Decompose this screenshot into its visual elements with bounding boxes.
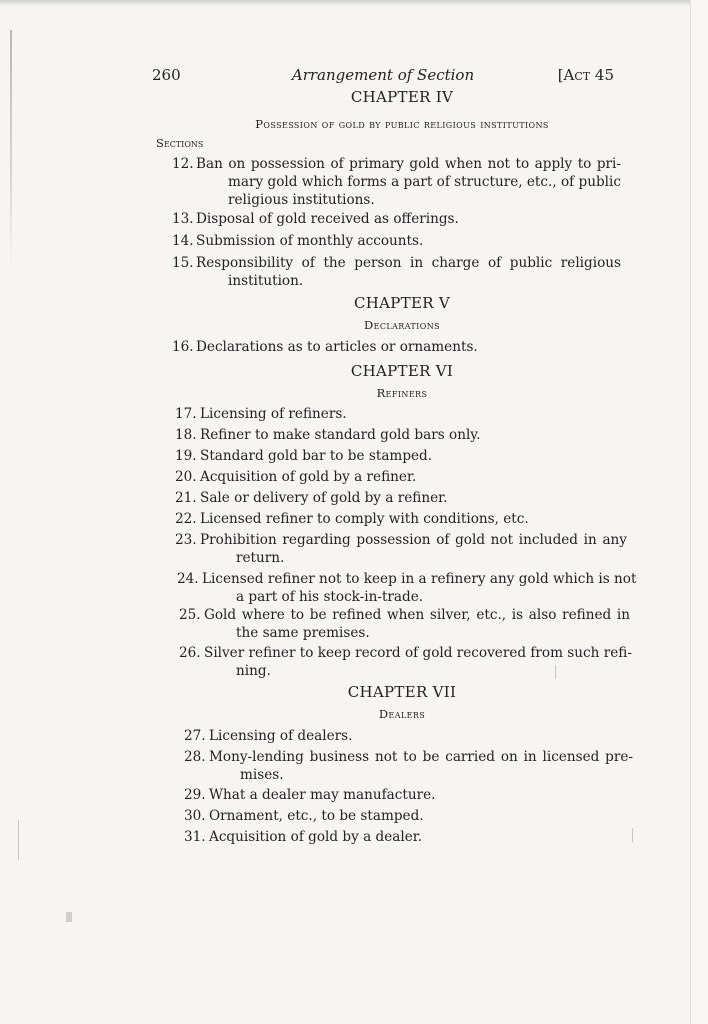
section-number: 12. [172, 156, 194, 172]
chapter-subheading: Possession of gold by public religious institutions [255, 117, 549, 131]
act-reference: [Act 45 [557, 66, 614, 84]
scan-mark [632, 828, 633, 842]
section-number: 16. [172, 339, 194, 355]
section-title-line: Mony-lending business not to be carried on in licensed pre- [209, 749, 633, 765]
running-title: Arrangement of Section [291, 66, 475, 84]
section-title-line: Ornament, etc., to be stamped. [209, 808, 424, 824]
section-number: 24. [177, 571, 199, 587]
section-title-line: mary gold which forms a part of structure, etc., of public [228, 174, 621, 190]
section-title-line: Silver refiner to keep record of gold recovered from such refi- [204, 645, 632, 661]
section-number: 27. [184, 728, 206, 744]
section-number: 20. [175, 469, 197, 485]
section-title-line: Acquisition of gold by a refiner. [200, 469, 417, 485]
scan-mark [66, 912, 72, 922]
chapter-subheading: Refiners [376, 386, 428, 400]
section-number: 14. [172, 233, 194, 249]
section-title-line: Refiner to make standard gold bars only. [200, 427, 481, 443]
section-title-line: return. [236, 550, 285, 566]
section-number: 28. [184, 749, 206, 765]
section-number: 13. [172, 211, 194, 227]
chapter-heading: CHAPTER IV [350, 88, 454, 106]
section-title-line: Declarations as to articles or ornaments. [196, 339, 478, 355]
section-title-line: Licensing of refiners. [200, 406, 347, 422]
section-title-line: Prohibition regarding possession of gold not included in any [200, 532, 627, 548]
section-title-line: Licensed refiner to comply with conditions, etc. [200, 511, 529, 527]
chapter-heading: CHAPTER V [353, 294, 451, 312]
section-title-line: Disposal of gold received as offerings. [196, 211, 459, 227]
sections-label: Sections [156, 136, 204, 150]
section-number: 23. [175, 532, 197, 548]
section-title-line: religious institutions. [228, 192, 375, 208]
section-title-line: a part of his stock-in-trade. [236, 589, 424, 605]
section-title-line: mises. [240, 767, 284, 783]
section-title-line: Licensed refiner not to keep in a refinery any gold which is not [202, 571, 637, 587]
section-number: 21. [175, 490, 197, 506]
section-title-line: the same premises. [236, 625, 370, 641]
section-number: 19. [175, 448, 197, 464]
section-number: 22. [175, 511, 197, 527]
section-title-line: Licensing of dealers. [209, 728, 353, 744]
scan-mark [555, 665, 556, 679]
chapter-heading: CHAPTER VI [350, 362, 454, 380]
chapter-subheading: Dealers [378, 707, 426, 721]
page-header [152, 66, 614, 86]
section-title-line: Gold where to be refined when silver, etc., is also refined in [204, 607, 630, 623]
chapter-heading: CHAPTER VII [347, 683, 457, 701]
section-number: 30. [184, 808, 206, 824]
section-title-line: institution. [228, 273, 304, 289]
scan-shadow-top [0, 0, 690, 6]
section-number: 29. [184, 787, 206, 803]
section-number: 31. [184, 829, 206, 845]
section-title-line: Submission of monthly accounts. [196, 233, 424, 249]
page-number: 260 [152, 66, 181, 84]
section-number: 15. [172, 255, 194, 271]
section-title-line: Responsibility of the person in charge of public religious [196, 255, 621, 271]
section-title-line: Acquisition of gold by a dealer. [209, 829, 423, 845]
section-number: 18. [175, 427, 197, 443]
section-number: 26. [179, 645, 201, 661]
chapter-subheading: Declarations [364, 318, 440, 332]
section-title-line: What a dealer may manufacture. [209, 787, 436, 803]
section-number: 17. [175, 406, 197, 422]
section-title-line: Standard gold bar to be stamped. [200, 448, 433, 464]
section-number: 25. [179, 607, 201, 623]
section-title-line: Ban on possession of primary gold when not to apply to pri- [196, 156, 621, 172]
scan-mark [18, 820, 19, 860]
section-title-line: Sale or delivery of gold by a refiner. [200, 490, 448, 506]
section-title-line: ning. [236, 663, 271, 679]
scan-shadow-left [10, 30, 12, 270]
